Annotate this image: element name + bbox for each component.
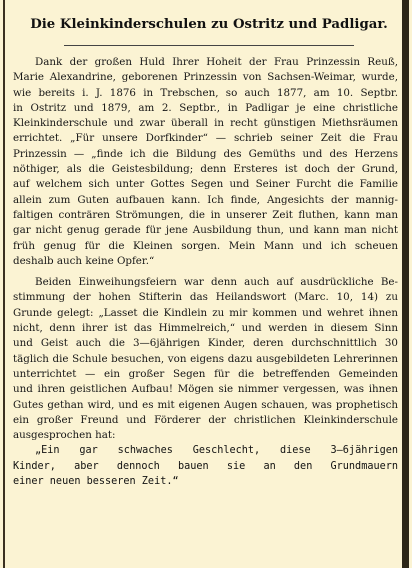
text-line: wie bereits i. J. 1876 in Trebschen, so auch 1877, am 10. Septbr. [13,86,398,99]
quote-line: „Ein gar schwaches Geschlecht, diese 3—6jährigen [35,445,398,457]
text-line: und Geist auch die 3—6jährigen Kinder, deren durchschnittlich 30 [13,337,398,350]
right-scan-edge [402,0,409,568]
text-line: faltigen conträren Strömungen, die in unserer Zeit fluthen, kann man [13,208,398,221]
closing-quote [13,443,398,489]
text-line: allein zum Guten aufbauen kann. Ich finde, Angesichts der mannig- [13,193,398,206]
text-line: stimmung der hohen Stifterin das Heilandswort (Marc. 10, 14) zu [13,291,398,304]
text-line: und ihren geistlichen Aufbau! Mögen sie nimmer vergessen, was ihnen [13,383,398,396]
paragraph-1 [13,55,398,269]
text-line: Prinzessin — „finde ich die Bildung des Gemüths und des Herzens [13,147,398,160]
text-line: auf welchem sich unter Gottes Segen und Seiner Furcht die Familie [13,178,398,191]
left-scan-edge [3,0,5,568]
text-line: Dank der großen Huld Ihrer Hoheit der Frau Prinzessin Reuß, [35,56,398,68]
text-line: Marie Alexandrine, geborenen Prinzessin von Sachsen-Weimar, wurde, [13,71,398,84]
article-title: Die Kleinkinderschulen zu Ostritz und Padligar. [30,17,388,32]
text-line: errichtet. „Für unsere Dorfkinder“ — schrieb seiner Zeit die Frau [13,132,398,145]
paragraph-2 [13,275,398,443]
text-line: früh genug für die Kleinen sorgen. Mein Mann und ich scheuen [13,239,398,252]
text-line: in Ostritz und 1879, am 2. Septbr., in Padligar je eine christliche [13,101,398,114]
quote-line: einer neuen besseren Zeit.“ [13,476,179,488]
text-line: deshalb auch keine Opfer.“ [13,254,155,267]
text-line: gar nicht genug gerade für jene Ausbildung thun, und kann man nicht [13,224,398,237]
title-rule [64,45,354,46]
text-line: ein großer Freund und Förderer der christlichen Kleinkinderschule [13,413,398,426]
article-body [13,55,398,489]
text-line: unterrichtet — ein großer Segen für die betreffenden Gemeinden [13,367,398,380]
text-line: nicht, denn ihrer ist das Himmelreich,“ und werden in diesem Sinn [13,322,398,335]
text-line: Beiden Einweihungsfeiern war denn auch auf ausdrückliche Be- [35,276,398,289]
quote-line: Kinder, aber dennoch bauen sie an den Grundmauern [13,460,398,472]
text-line: Gutes gethan wird, und es mit eigenen Augen schauen, was prophetisch [13,398,398,411]
text-line: Grunde gelegt: „Lasset die Kindlein zu mir kommen und wehret ihnen [13,306,398,319]
text-line: ausgesprochen hat: [13,429,116,442]
text-line: nöthiger, als die Geistesbildung; denn Ersteres ist doch der Grund, [13,163,398,176]
text-line: Kleinkinderschule und zwar überall in recht günstigen Miethsräumen [13,117,398,130]
text-line: täglich die Schule besuchen, von eigens dazu ausgebildeten Lehrerinnen [13,352,398,365]
